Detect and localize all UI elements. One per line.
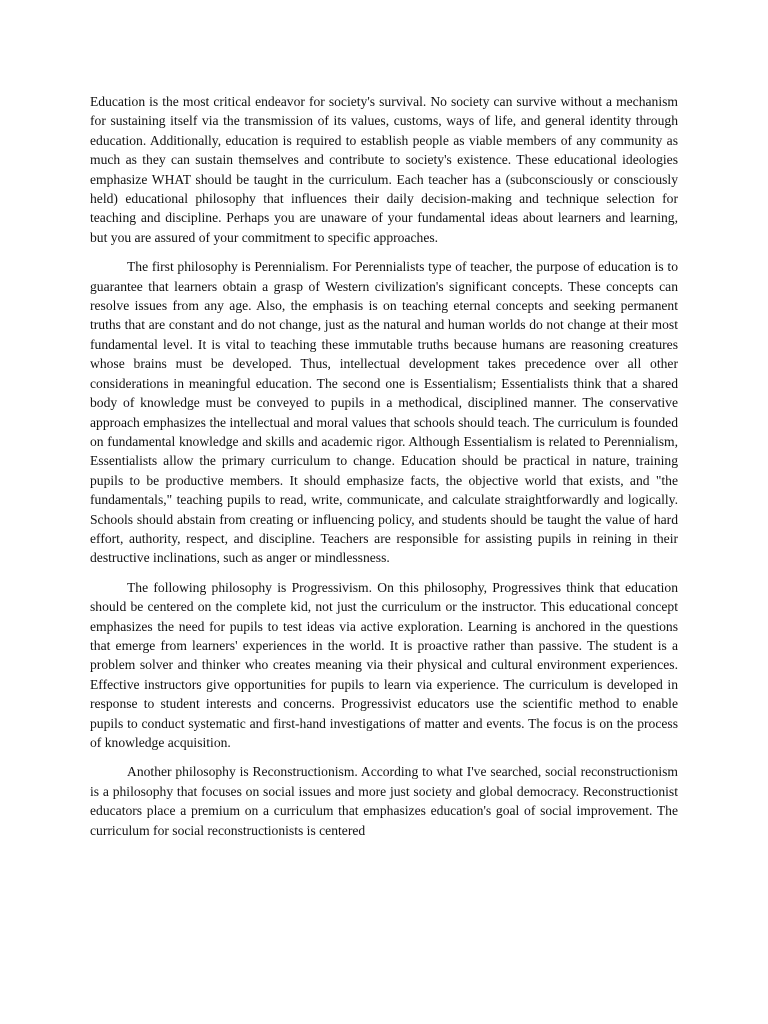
paragraph-intro: Education is the most critical endeavor for society's survival. No society can survive without a mechanism for sustaining itself via the transmission of its values, customs, ways of life, and general identity through education. Additionally, education is required to establish people as viable members of any community as much as they can sustain themselves and contribute to society's existence. These educational ideologies emphasize WHAT should be taught in the curriculum. Each teacher has a (subconsciously or consciously held) educational philosophy that influences their daily decision-making and technique selection for teaching and discipline. Perhaps you are unaware of your fundamental ideas about learners and learning, but you are assured of your commitment to specific approaches. [90, 94, 678, 245]
paragraph-reconstructionism: Another philosophy is Reconstructionism. According to what I've searched, social reconstructionism is a philosophy that focuses on social issues and more just society and global democracy. Reconstructionist educators place a premium on a curriculum that emphasizes education's goal of social improvement. The curriculum for social reconstructionists is centered [90, 764, 678, 838]
paragraph-perennialism-essentialism: The first philosophy is Perennialism. For Perennialists type of teacher, the purpose of education is to guarantee that learners obtain a grasp of Western civilization's significant concepts. These concepts can resolve issues from any age. Also, the emphasis is on teaching eternal concepts and seeking permanent truths that are constant and do not change, just as the natural and human worlds do not change at their most fundamental level. It is vital to teaching these immutable truths because humans are reasoning creatures whose brains must be developed. Thus, intellectual development takes precedence over all other considerations in meaningful education. The second one is Essentialism; Essentialists think that a shared body of knowledge must be conveyed to pupils in a methodical, disciplined manner. The conservative approach emphasizes the intellectual and moral values that schools should teach. The curriculum is founded on fundamental knowledge and skills and academic rigor. Although Essentialism is related to Perennialism, Essentialists allow the primary curriculum to change. Education should be practical in nature, training pupils to be productive members. It should emphasize facts, the objective world that exists, and "the fundamentals," teaching pupils to read, write, communicate, and calculate straightforwardly and logically. Schools should abstain from creating or influencing policy, and students should be taught the value of hard effort, authority, respect, and discipline. Teachers are responsible for assisting pupils in reining in their destructive inclinations, such as anger or mindlessness. [90, 259, 678, 566]
paragraph-progressivism: The following philosophy is Progressivism. On this philosophy, Progressives think that education should be centered on the complete kid, not just the curriculum or the instructor. This educational concept emphasizes the need for pupils to test ideas via active exploration. Learning is anchored in the questions that emerge from learners' experiences in the world. It is proactive rather than passive. The student is a problem solver and thinker who creates meaning via their physical and cultural environment experiences. Effective instructors give opportunities for pupils to learn via experience. The curriculum is developed in response to student interests and concerns. Progressivist educators use the scientific method to enable pupils to conduct systematic and first-hand investigations of matter and events. The focus is on the process of knowledge acquisition. [90, 579, 678, 750]
document-page [90, 92, 678, 850]
